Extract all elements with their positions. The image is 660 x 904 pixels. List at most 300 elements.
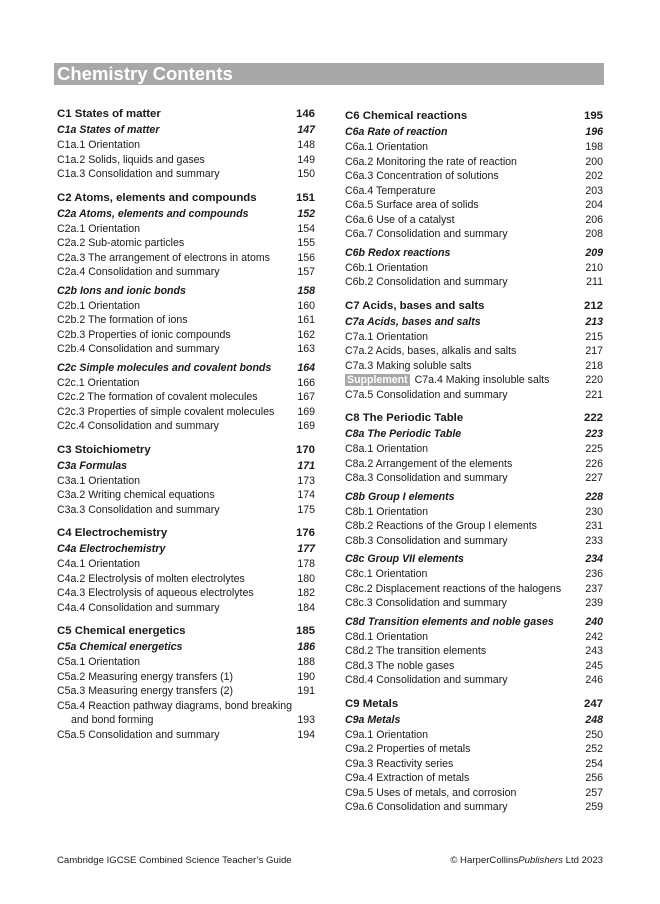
lesson-title <box>345 659 454 674</box>
lesson-label: C2b.2 The formation of ions <box>57 314 188 326</box>
lesson-label: C6a.7 Consolidation and summary <box>345 228 508 240</box>
page-number: 171 <box>297 459 315 472</box>
lesson-label: C6a.4 Temperature <box>345 184 436 197</box>
subtopic-title: C3a Formulas <box>57 459 128 472</box>
subtopic-title: C6a Rate of reaction <box>345 126 448 138</box>
lesson-title <box>345 261 428 276</box>
lesson-title <box>345 213 455 228</box>
lesson-title <box>57 684 233 699</box>
title-bar <box>54 63 604 85</box>
page-number: 156 <box>297 251 315 264</box>
contents-group <box>345 298 603 403</box>
topic-row <box>57 442 315 458</box>
lesson-title <box>57 299 140 314</box>
lesson-row <box>57 405 315 420</box>
lesson-row <box>345 184 603 199</box>
subtopic-row <box>57 284 315 299</box>
contents-group <box>57 623 315 742</box>
page-number: 182 <box>297 587 315 599</box>
lesson-title <box>345 140 428 155</box>
lesson-title <box>345 630 428 645</box>
lesson-label: C2a.2 Sub-atomic particles <box>57 237 185 249</box>
page-number: 208 <box>585 228 603 240</box>
page-number: 218 <box>585 359 603 372</box>
page-number: 190 <box>297 670 315 683</box>
page-number: 186 <box>297 641 315 653</box>
lesson-title <box>57 236 184 251</box>
subtopic-title: C1a States of matter <box>57 124 160 136</box>
contents-column-right <box>345 106 603 815</box>
page-number: 213 <box>585 315 603 328</box>
page-number: 209 <box>585 246 603 259</box>
lesson-label: C8c.1 Orientation <box>345 568 428 580</box>
lesson-row <box>345 155 603 170</box>
lesson-title <box>345 344 516 359</box>
footer-publisher-italic: Publishers <box>518 855 563 866</box>
page-number: 237 <box>585 582 603 595</box>
page-number: 193 <box>297 714 315 726</box>
lesson-label: C4a.4 Consolidation and summary <box>57 601 220 614</box>
page-number: 188 <box>297 656 315 668</box>
lesson-label: C6a.6 Use of a catalyst <box>345 213 455 226</box>
footer-copyright: © HarperCollins <box>450 855 519 866</box>
lesson-title <box>57 405 274 420</box>
page-number: 150 <box>297 168 315 180</box>
page-number: 221 <box>585 388 603 401</box>
subtopic-row <box>57 459 315 474</box>
lesson-row <box>57 328 315 343</box>
page-number: 246 <box>585 674 603 686</box>
page-number: 163 <box>297 343 315 355</box>
lesson-label: C2c.3 Properties of simple covalent molecules <box>57 405 275 418</box>
subtopic-title: C2a Atoms, elements and compounds <box>57 207 249 220</box>
lesson-label: C2b.3 Properties of ionic compounds <box>57 328 231 341</box>
lesson-title <box>57 699 292 728</box>
lesson-label: C4a.1 Orientation <box>57 558 141 570</box>
lesson-row <box>345 567 603 582</box>
lesson-title <box>345 388 508 403</box>
lesson-label: C6b.2 Consolidation and summary <box>345 276 508 288</box>
lesson-label: C8d.3 The noble gases <box>345 659 455 672</box>
subtopic-title: C2c Simple molecules and covalent bonds <box>57 361 272 374</box>
page-number: 230 <box>585 505 603 518</box>
lesson-label: C5a.4 Reaction pathway diagrams, bond breaking <box>57 699 292 712</box>
lesson-label: C7a.4 Making insoluble salts <box>414 374 550 386</box>
page-number: 248 <box>585 713 603 726</box>
topic-row <box>57 106 315 122</box>
lesson-title <box>345 442 428 457</box>
subtopic-title: C2b Ions and ionic bonds <box>57 284 186 297</box>
page-number: 254 <box>585 757 603 770</box>
subtopic-title: C7a Acids, bases and salts <box>345 315 481 328</box>
lesson-label: C5a.5 Consolidation and summary <box>57 728 220 741</box>
lesson-label: C2c.1 Orientation <box>57 376 140 389</box>
lesson-title <box>57 728 220 743</box>
page-number: 160 <box>297 299 315 312</box>
topic-title: C2 Atoms, elements and compounds <box>57 191 257 204</box>
topic-title: C7 Acids, bases and salts <box>345 299 485 312</box>
lesson-title <box>57 138 140 153</box>
lesson-row <box>57 167 315 182</box>
lesson-row <box>345 442 603 457</box>
topic-title: C4 Electrochemistry <box>57 527 168 539</box>
lesson-row <box>57 299 315 314</box>
page-number: 239 <box>585 597 603 609</box>
lesson-title <box>345 742 470 757</box>
lesson-label: C1a.3 Consolidation and summary <box>57 168 220 180</box>
lesson-title <box>57 390 258 405</box>
lesson-title <box>345 184 436 199</box>
contents-group <box>57 106 315 182</box>
page-number: 154 <box>297 222 315 235</box>
lesson-label: C4a.2 Electrolysis of molten electrolytes <box>57 572 245 585</box>
lesson-title <box>57 572 245 587</box>
subtopic-row <box>345 615 603 630</box>
lesson-title <box>57 265 220 280</box>
page-number: 245 <box>585 659 603 672</box>
lesson-title <box>57 474 140 489</box>
lesson-label: C9a.2 Properties of metals <box>345 743 471 755</box>
page-number: 210 <box>585 261 603 274</box>
lesson-row <box>57 557 315 572</box>
lesson-title <box>345 169 499 184</box>
page-number: 149 <box>297 153 315 166</box>
subtopic-row <box>345 427 603 442</box>
lesson-row <box>345 786 603 801</box>
lesson-label: C5a.1 Orientation <box>57 656 141 668</box>
subtopic-title: C4a Electrochemistry <box>57 543 166 555</box>
page-number: 250 <box>585 728 603 741</box>
subtopic-title: C9a Metals <box>345 713 401 726</box>
lesson-label: C9a.4 Extraction of metals <box>345 772 470 784</box>
lesson-label: C7a.3 Making soluble salts <box>345 359 472 372</box>
subtopic-title: C8d Transition elements and noble gases <box>345 615 554 628</box>
contents-group <box>57 525 315 615</box>
lesson-row <box>57 222 315 237</box>
topic-row <box>345 108 603 124</box>
contents-group <box>57 442 315 518</box>
page-number: 223 <box>585 428 603 440</box>
contents-group <box>345 410 603 688</box>
lesson-label: C7a.5 Consolidation and summary <box>345 388 508 401</box>
lesson-title <box>57 153 205 168</box>
lesson-title <box>57 376 139 391</box>
page-number: 157 <box>297 266 315 278</box>
lesson-row <box>57 390 315 405</box>
lesson-label: C6a.2 Monitoring the rate of reaction <box>345 155 517 168</box>
lesson-label: C8b.1 Orientation <box>345 505 429 518</box>
page-number: 184 <box>297 601 315 614</box>
lesson-row <box>57 419 315 434</box>
footer-left: Cambridge IGCSE Combined Science Teacher’s Guide <box>57 855 292 866</box>
page-number: 166 <box>297 376 315 389</box>
lesson-title <box>345 596 507 611</box>
lesson-label: C5a.3 Measuring energy transfers (2) <box>57 685 234 697</box>
lesson-label: C2b.1 Orientation <box>57 299 141 312</box>
topic-row <box>57 525 315 541</box>
lesson-title <box>57 251 270 266</box>
lesson-title <box>345 373 549 388</box>
lesson-label: C9a.6 Consolidation and summary <box>345 801 508 813</box>
lesson-row <box>345 275 603 290</box>
lesson-label: C8b.2 Reactions of the Group I elements <box>345 520 537 532</box>
lesson-row <box>345 227 603 242</box>
footer-right <box>450 855 603 866</box>
page-number: 203 <box>585 184 603 197</box>
lesson-label: C5a.2 Measuring energy transfers (1) <box>57 670 234 683</box>
lesson-row <box>345 742 603 757</box>
lesson-label: C6b.1 Orientation <box>345 261 429 274</box>
topic-row <box>57 190 315 206</box>
lesson-row <box>57 236 315 251</box>
lesson-label: C3a.3 Consolidation and summary <box>57 503 220 516</box>
subtopic-row <box>345 125 603 140</box>
page-number: 227 <box>585 472 603 484</box>
subtopic-row <box>345 713 603 728</box>
subtopic-row <box>345 490 603 505</box>
page-number: 178 <box>297 558 315 570</box>
lesson-row <box>57 655 315 670</box>
subtopic-row <box>57 640 315 655</box>
lesson-title <box>57 419 219 434</box>
lesson-title <box>345 582 561 597</box>
lesson-row <box>345 261 603 276</box>
page-number: 169 <box>297 420 315 432</box>
page-number: 220 <box>585 374 603 386</box>
page-number: 215 <box>585 330 603 343</box>
lesson-title <box>345 359 472 374</box>
lesson-row <box>57 699 315 728</box>
lesson-row <box>345 728 603 743</box>
page-number: 194 <box>297 728 315 741</box>
topic-row <box>345 298 603 314</box>
page-number: 155 <box>297 237 315 249</box>
topic-row <box>345 410 603 426</box>
lesson-label: C8d.1 Orientation <box>345 630 429 643</box>
supplement-tag: Supplement <box>347 374 408 386</box>
lesson-label: C4a.3 Electrolysis of aqueous electrolytes <box>57 587 254 599</box>
lesson-row <box>345 198 603 213</box>
lesson-row <box>57 572 315 587</box>
lesson-label: C2b.4 Consolidation and summary <box>57 343 220 355</box>
lesson-title <box>57 655 140 670</box>
lesson-title <box>345 505 428 520</box>
page-number: 200 <box>585 155 603 168</box>
lesson-label: C2c.2 The formation of covalent molecules <box>57 391 258 403</box>
lesson-title <box>345 786 516 801</box>
subtopic-title: C6b Redox reactions <box>345 246 451 259</box>
lesson-row <box>57 251 315 266</box>
lesson-title <box>345 771 469 786</box>
page-number: 236 <box>585 568 603 580</box>
lesson-row <box>345 630 603 645</box>
contents-column-left <box>57 104 315 742</box>
lesson-title <box>57 313 188 328</box>
page-number: 175 <box>297 503 315 516</box>
page-number: 161 <box>297 314 315 326</box>
lesson-label: C2a.3 The arrangement of electrons in atoms <box>57 251 270 264</box>
page-number: 185 <box>295 625 315 637</box>
lesson-label: C7a.1 Orientation <box>345 330 429 343</box>
topic-title: C3 Stoichiometry <box>57 443 151 456</box>
lesson-row <box>345 359 603 374</box>
contents-group <box>345 696 603 815</box>
page-number: 222 <box>583 412 603 424</box>
lesson-title <box>345 644 486 659</box>
lesson-row <box>345 757 603 772</box>
page-number: 257 <box>585 786 603 799</box>
subtopic-row <box>57 123 315 138</box>
contents-group <box>345 108 603 290</box>
lesson-row <box>345 169 603 184</box>
lesson-label: C3a.2 Writing chemical equations <box>57 489 215 501</box>
lesson-title <box>57 670 233 685</box>
lesson-row <box>345 644 603 659</box>
page-number: 202 <box>585 170 603 182</box>
lesson-title <box>57 601 220 616</box>
page-number: 242 <box>585 630 603 643</box>
lesson-label: C8d.4 Consolidation and summary <box>345 674 508 686</box>
lesson-row <box>345 457 603 472</box>
topic-row <box>345 696 603 712</box>
topic-title: C1 States of matter <box>57 108 161 120</box>
lesson-title <box>345 800 508 815</box>
page-number: 247 <box>583 697 603 710</box>
footer-year: Ltd 2023 <box>562 855 603 866</box>
lesson-label: C1a.1 Orientation <box>57 139 141 151</box>
lesson-label: C8b.3 Consolidation and summary <box>345 534 508 547</box>
lesson-row <box>345 344 603 359</box>
page-number: 212 <box>583 299 603 312</box>
lesson-label: C8a.2 Arrangement of the elements <box>345 457 513 470</box>
page-number: 170 <box>295 443 315 456</box>
lesson-row <box>57 376 315 391</box>
page-number: 164 <box>297 361 315 374</box>
lesson-row <box>57 153 315 168</box>
lesson-label: C3a.1 Orientation <box>57 474 141 487</box>
lesson-label: C7a.2 Acids, bases, alkalis and salts <box>345 345 517 357</box>
topic-row <box>57 623 315 639</box>
page-number: 173 <box>297 474 315 487</box>
lesson-title <box>345 534 508 549</box>
lesson-label: C9a.5 Uses of metals, and corrosion <box>345 786 517 799</box>
lesson-row <box>57 586 315 601</box>
subtopic-title: C8a The Periodic Table <box>345 428 462 440</box>
page-number: 206 <box>585 213 603 226</box>
lesson-label: C6a.3 Concentration of solutions <box>345 170 499 182</box>
page-number: 231 <box>585 520 603 532</box>
page-number: 147 <box>297 124 315 136</box>
lesson-title <box>57 342 220 357</box>
page-number: 176 <box>295 527 315 539</box>
lesson-row <box>57 265 315 280</box>
page-number: 148 <box>297 139 315 151</box>
page-number: 152 <box>297 207 315 220</box>
lesson-row <box>345 505 603 520</box>
lesson-row <box>345 673 603 688</box>
page-number: 234 <box>585 553 603 565</box>
lesson-label: C8d.2 The transition elements <box>345 645 487 657</box>
page-number: 225 <box>585 443 603 455</box>
lesson-row <box>57 488 315 503</box>
subtopic-row <box>57 361 315 376</box>
page-number: 162 <box>297 328 315 341</box>
lesson-row <box>345 213 603 228</box>
lesson-row <box>345 140 603 155</box>
lesson-label: C8a.1 Orientation <box>345 443 429 455</box>
lesson-title <box>345 673 508 688</box>
lesson-label-continued: and bond forming <box>71 714 154 726</box>
page-number: 174 <box>297 489 315 501</box>
lesson-title <box>345 728 428 743</box>
lesson-row <box>345 582 603 597</box>
lesson-row <box>345 659 603 674</box>
topic-title: C9 Metals <box>345 697 399 710</box>
lesson-title <box>345 471 508 486</box>
lesson-label: C8c.2 Displacement reactions of the halogens <box>345 582 562 595</box>
lesson-row <box>345 330 603 345</box>
page-number: 158 <box>297 284 315 297</box>
lesson-label: C1a.2 Solids, liquids and gases <box>57 153 205 166</box>
lesson-row <box>345 800 603 815</box>
topic-title: C5 Chemical energetics <box>57 625 186 637</box>
lesson-row <box>57 670 315 685</box>
lesson-row <box>57 342 315 357</box>
lesson-title <box>57 488 215 503</box>
page-number: 180 <box>297 572 315 585</box>
lesson-title <box>345 519 537 534</box>
page-number: 191 <box>297 685 315 697</box>
lesson-row <box>57 313 315 328</box>
lesson-title <box>57 503 220 518</box>
lesson-label: C9a.3 Reactivity series <box>345 757 454 770</box>
lesson-title <box>345 155 517 170</box>
lesson-row <box>345 388 603 403</box>
lesson-row <box>57 601 315 616</box>
lesson-title <box>57 328 231 343</box>
lesson-row <box>57 474 315 489</box>
lesson-title <box>345 227 508 242</box>
lesson-title <box>345 567 427 582</box>
page-number: 252 <box>585 743 603 755</box>
lesson-title <box>345 275 508 290</box>
lesson-title <box>345 757 453 772</box>
topic-title: C8 The Periodic Table <box>345 412 464 424</box>
subtopic-title: C8b Group I elements <box>345 490 455 503</box>
subtopic-row <box>57 542 315 557</box>
lesson-row <box>345 596 603 611</box>
lesson-row <box>345 471 603 486</box>
page-number: 226 <box>585 457 603 470</box>
page-number: 240 <box>585 615 603 628</box>
page-number: 217 <box>585 345 603 357</box>
page-number: 195 <box>583 110 603 122</box>
subtopic-title: C5a Chemical energetics <box>57 641 183 653</box>
lesson-row <box>345 534 603 549</box>
page-number: 198 <box>585 141 603 153</box>
page-number: 196 <box>585 126 603 138</box>
subtopic-row <box>345 552 603 567</box>
lesson-row <box>345 373 603 388</box>
subtopic-row <box>345 246 603 261</box>
lesson-title <box>57 586 254 601</box>
lesson-title <box>57 222 140 237</box>
lesson-label: C2a.1 Orientation <box>57 222 141 235</box>
page-number: 167 <box>297 391 315 403</box>
page-number: 259 <box>585 801 603 813</box>
contents-group <box>57 190 315 434</box>
lesson-row <box>57 138 315 153</box>
